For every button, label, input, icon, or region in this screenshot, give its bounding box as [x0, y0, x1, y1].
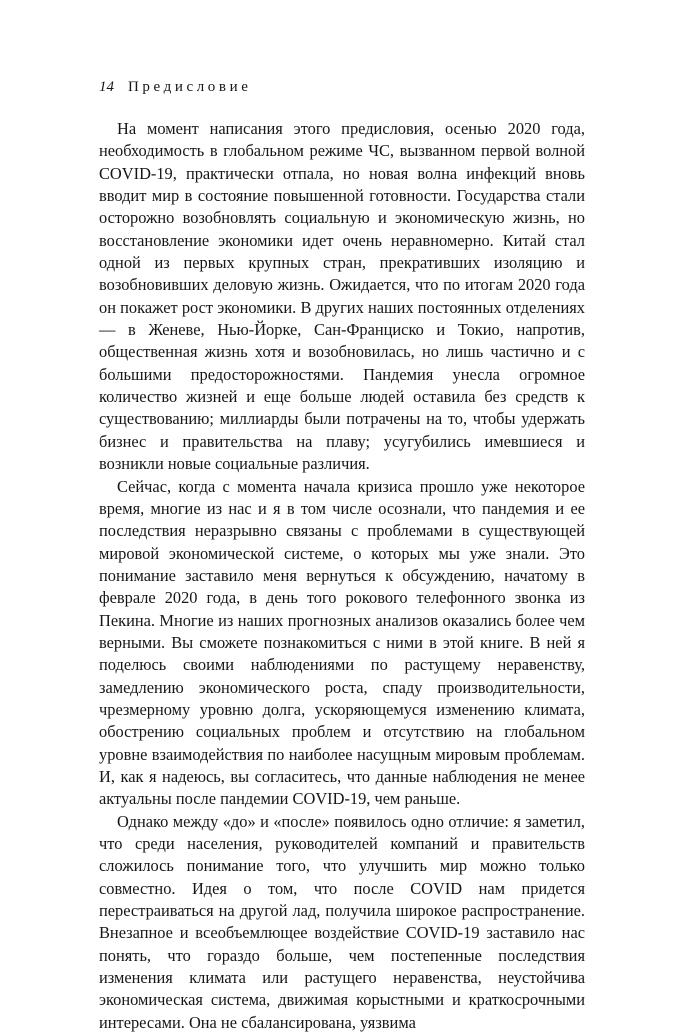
page-number: 14 — [99, 79, 114, 95]
paragraph-3: Однако между «до» и «после» появилось одно отличие: я заметил, что среди населения, руководителей компаний и правительств сложилось понимание того, что улучшить мир можно только совместно. Идея о том, что после COVID нам придется перестраиваться на другой лад, получила широкое распространение. Внезапное и всеобъемлющее воздействие COVID-19 заставило нас понять, что гораздо больше, чем постепенные последствия изменения климата или растущего неравенства, неустойчива экономическая система, движимая корыстными и краткосрочными интересами. Она не сбалансирована, уязвима — [99, 811, 585, 1032]
paragraph-1: На момент написания этого предисловия, осенью 2020 года, необходимость в глобальном режиме ЧС, вызванном первой волной COVID-19, практически отпала, но новая волна инфекций вновь вводит мир в состояние повышенной готовности. Государства стали осторожно возобновлять социальную и экономическую жизнь, но восстановление экономики идет очень неравномерно. Китай стал одной из первых крупных стран, прекративших изоляцию и возобновивших деловую жизнь. Ожидается, что по итогам 2020 года он покажет рост экономики. В других наших постоянных отделениях — в Женеве, Нью-Йорке, Сан-Франциско и Токио, напротив, общественная жизнь хотя и возобновилась, но лишь частично и с большими предосторожностями. Пандемия унесла огромное количество жизней и еще больше людей оставила без средств к существованию; миллиарды были потрачены на то, чтобы удержать бизнес и правительства на плаву; усугубились имевшиеся и возникли новые социальные различия. — [99, 119, 585, 474]
body-text — [99, 118, 585, 1034]
running-head — [99, 74, 585, 100]
section-title: Предисловие — [128, 79, 252, 95]
paragraph-2: Сейчас, когда с момента начала кризиса прошло уже некоторое время, многие из нас и я в том числе осознали, что пандемия и ее последствия неразрывно связаны с проблемами в существующей мировой экономической системе, о которых мы уже знали. Это понимание заставило меня вернуться к обсуждению, начатому в феврале 2020 года, в день того рокового телефонного звонка из Пекина. Многие из наших прогнозных анализов оказались более чем верными. Вы сможете познакомиться с ними в этой книге. В ней я поделюсь своими наблюдениями по растущему неравенству, замедлению экономического роста, спаду производительности, чрезмерному уровню долга, ускоряющемуся изменению климата, обострению социальных проблем и отсутствию на глобальном уровне взаимодействия по наиболее насущным мировым проблемам. И, как я надеюсь, вы согласитесь, что данные наблюдения не менее актуальны после пандемии COVID-19, чем раньше. — [99, 476, 585, 809]
book-page — [99, 74, 585, 1034]
